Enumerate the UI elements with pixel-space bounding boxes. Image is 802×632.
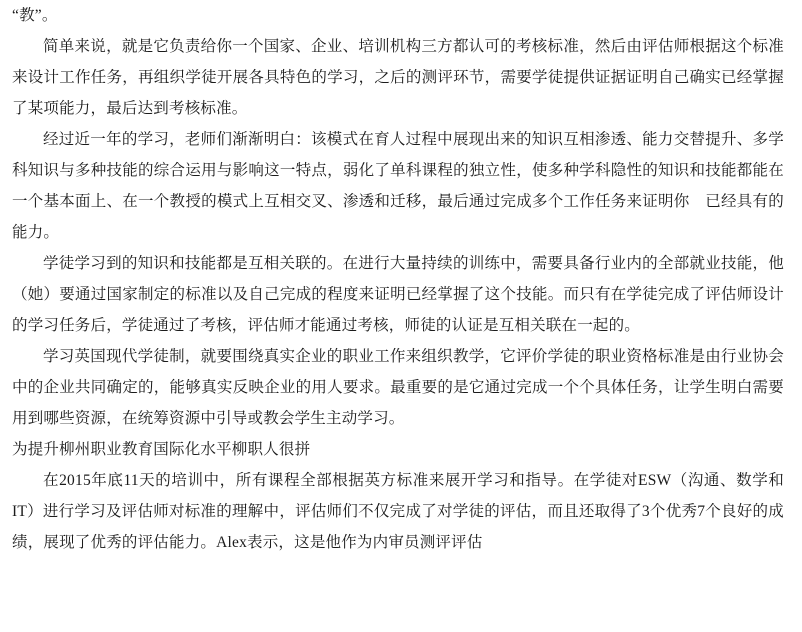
text-line-fragment: “教”。 xyxy=(12,7,58,24)
section-heading: 为提升柳州职业教育国际化水平柳职人很拼 xyxy=(12,441,311,458)
paragraph-1: 简单来说，就是它负责给你一个国家、企业、培训机构三方都认可的考核标准，然后由评估师根据这个标准来设计工作任务，再组织学徒开展各具特色的学习，之后的测评环节，需要学徒提供证据证明自己确实已经掌握了某项能力，最后达到考核标准。 xyxy=(12,38,784,117)
paragraph-2: 经过近一年的学习，老师们渐渐明白：该模式在育人过程中展现出来的知识互相渗透、能力交替提升、多学科知识与多种技能的综合运用与影响这一特点，弱化了单科课程的独立性，使多种学科隐性的知识和技能都能在一个基本面上、在一个教授的模式上互相交叉、渗透和迁移，最后通过完成多个工作任务来证明你 已经具有的能力。 xyxy=(12,131,784,241)
paragraph-5: 在2015年底11天的培训中，所有课程全部根据英方标准来展开学习和指导。在学徒对ESW（沟通、数学和IT）进行学习及评估师对标准的理解中，评估师们不仅完成了对学徒的评估，而且还取得了3个优秀7个良好的成绩，展现了优秀的评估能力。Alex表示，这是他作为内审员测评评估 xyxy=(12,472,784,551)
paragraph-4: 学习英国现代学徒制，就要围绕真实企业的职业工作来组织教学，它评价学徒的职业资格标准是由行业协会中的企业共同确定的，能够真实反映企业的用人要求。最重要的是它通过完成一个个具体任务，让学生明白需要用到哪些资源，在统筹资源中引导或教会学生主动学习。 xyxy=(12,348,784,427)
paragraph-3: 学徒学习到的知识和技能都是互相关联的。在进行大量持续的训练中，需要具备行业内的全部就业技能，他（她）要通过国家制定的标准以及自己完成的程度来证明已经掌握了这个技能。而只有在学徒完成了评估师设计的学习任务后，学徒通过了考核，评估师才能通过考核，师徒的认证是互相关联在一起的。 xyxy=(12,255,784,334)
